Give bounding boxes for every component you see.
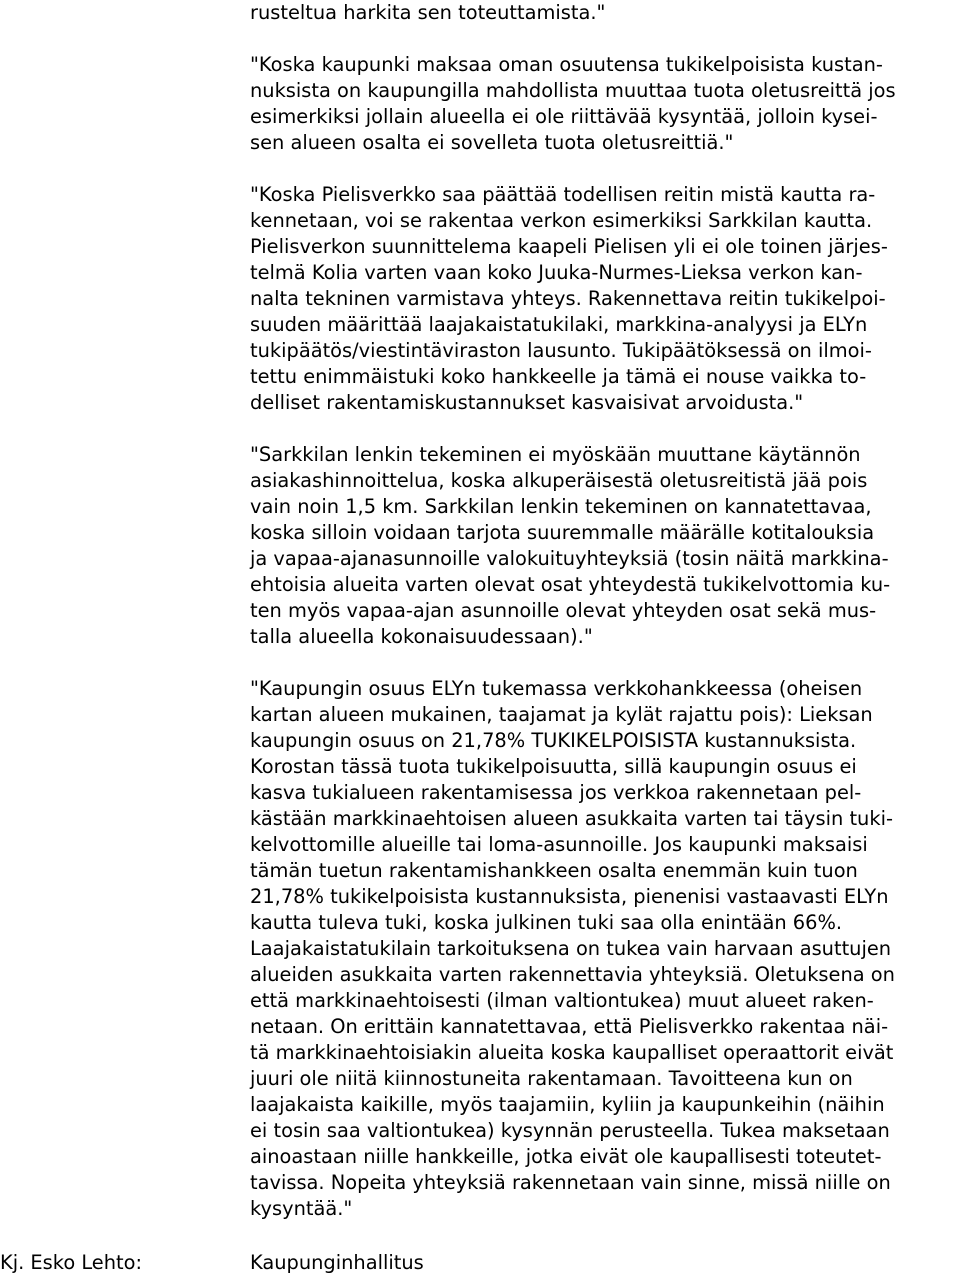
text-line: tukipäätös/viestintäviraston lausunto. Tukipäätöksessä on ilmoi- xyxy=(250,339,872,362)
text-line: telmä Kolia varten vaan koko Juuka-Nurmes-Lieksa verkon kan- xyxy=(250,261,863,284)
text-line: Pielisverkon suunnittelema kaapeli Pielisen yli ei ole toinen järjes- xyxy=(250,235,888,258)
text-line: tämän tuetun rakentamishankkeen osalta enemmän kuin tuon xyxy=(250,859,858,882)
text-line: että markkinaehtoisesti (ilman valtiontukea) muut alueet raken- xyxy=(250,989,874,1012)
text-line: Korostan tässä tuota tukikelpoisuutta, sillä kaupungin osuus ei xyxy=(250,755,857,778)
paragraph-gap xyxy=(250,416,960,442)
text-line: kaupungin osuus on 21,78% TUKIKELPOISISTA kustannuksista. xyxy=(250,729,857,752)
footer-speaker-label: Kj. Esko Lehto: xyxy=(0,1251,143,1274)
text-line: ainoastaan niille hankkeille, jotka eivät ole kaupallisesti toteutet- xyxy=(250,1145,882,1168)
paragraph-gap xyxy=(250,26,960,52)
text-line: vain noin 1,5 km. Sarkkilan lenkin tekeminen on kannatettavaa, xyxy=(250,495,872,518)
text-line: kelvottomille alueille tai loma-asunnoille. Jos kaupunki maksaisi xyxy=(250,833,868,856)
paragraph-gap xyxy=(250,650,960,676)
text-line: "Koska Pielisverkko saa päättää todellisen reitin mistä kautta ra- xyxy=(250,183,876,206)
text-line: tä markkinaehtoisiakin alueita koska kaupalliset operaattorit eivät xyxy=(250,1041,894,1064)
text-line: ei tosin saa valtiontukea) kysynnän perusteella. Tukea maksetaan xyxy=(250,1119,890,1142)
text-line: esimerkiksi jollain alueella ei ole riittävää kysyntää, jolloin kysei- xyxy=(250,105,878,128)
text-line: 21,78% tukikelpoisista kustannuksista, pienenisi vastaavasti ELYn xyxy=(250,885,889,908)
text-line: ehtoisia alueita varten olevat osat yhteydestä tukikelvottomia ku- xyxy=(250,573,891,596)
text-line: rusteltua harkita sen toteuttamista." xyxy=(250,1,606,24)
text-line: juuri ole niitä kiinnostuneita rakentamaan. Tavoitteena kun on xyxy=(250,1067,853,1090)
paragraph-gap xyxy=(250,156,960,182)
paragraph-3 xyxy=(250,182,960,416)
text-line: koska silloin voidaan tarjota suuremmalle määrälle kotitalouksia xyxy=(250,521,875,544)
text-line: talla alueella kokonaisuudessaan)." xyxy=(250,625,593,648)
text-line: kartan alueen mukainen, taajamat ja kylät rajattu pois): Lieksan xyxy=(250,703,873,726)
text-line: ja vapaa-ajanasunnoille valokuituyhteyksiä (tosin näitä markkina- xyxy=(250,547,889,570)
text-line: "Sarkkilan lenkin tekeminen ei myöskään muuttane käytännön xyxy=(250,443,861,466)
text-line: "Koska kaupunki maksaa oman osuutensa tukikelpoisista kustan- xyxy=(250,53,883,76)
paragraph-1 xyxy=(250,0,960,26)
text-line: sen alueen osalta ei sovelleta tuota oletusreittiä." xyxy=(250,131,734,154)
text-line: laajakaista kaikille, myös taajamiin, kyliin ja kaupunkeihin (näihin xyxy=(250,1093,885,1116)
text-line: kasva tukialueen rakentamisessa jos verkkoa rakennetaan pel- xyxy=(250,781,862,804)
text-line: tavissa. Nopeita yhteyksiä rakennetaan vain sinne, missä niille on xyxy=(250,1171,891,1194)
text-line: alueiden asukkaita varten rakennettavia yhteyksiä. Oletuksena on xyxy=(250,963,895,986)
text-line: Laajakaistatukilain tarkoituksena on tukea vain harvaan asuttujen xyxy=(250,937,892,960)
text-line: nuksista on kaupungilla mahdollista muuttaa tuota oletusreittä jos xyxy=(250,79,896,102)
text-line: delliset rakentamiskustannukset kasvaisivat arvoidusta." xyxy=(250,391,804,414)
text-line: suuden määrittää laajakaistatukilaki, markkina-analyysi ja ELYn xyxy=(250,313,868,336)
text-line: "Kaupungin osuus ELYn tukemassa verkkohankkeessa (oheisen xyxy=(250,677,863,700)
text-line: tettu enimmäistuki koko hankkeelle ja tämä ei nouse vaikka to- xyxy=(250,365,867,388)
text-line: nalta tekninen varmistava yhteys. Rakennettava reitin tukikelpoi- xyxy=(250,287,886,310)
text-line: netaan. On erittäin kannatettavaa, että Pielisverkko rakentaa näi- xyxy=(250,1015,889,1038)
paragraph-4 xyxy=(250,442,960,650)
text-line: asiakashinnoittelua, koska alkuperäisestä oletusreitistä jää pois xyxy=(250,469,868,492)
text-line: kysyntää." xyxy=(250,1197,353,1220)
text-line: kästään markkinaehtoisen alueen asukkaita varten tai täysin tuki- xyxy=(250,807,893,830)
footer-body-name: Kaupunginhallitus xyxy=(250,1251,424,1274)
document-body xyxy=(250,0,960,1222)
text-line: kautta tuleva tuki, koska julkinen tuki saa olla enintään 66%. xyxy=(250,911,843,934)
paragraph-2 xyxy=(250,52,960,156)
text-line: ten myös vapaa-ajan asunnoille olevat yhteyden osat sekä mus- xyxy=(250,599,877,622)
text-line: kennetaan, voi se rakentaa verkon esimerkiksi Sarkkilan kautta. xyxy=(250,209,873,232)
paragraph-5 xyxy=(250,676,960,1222)
